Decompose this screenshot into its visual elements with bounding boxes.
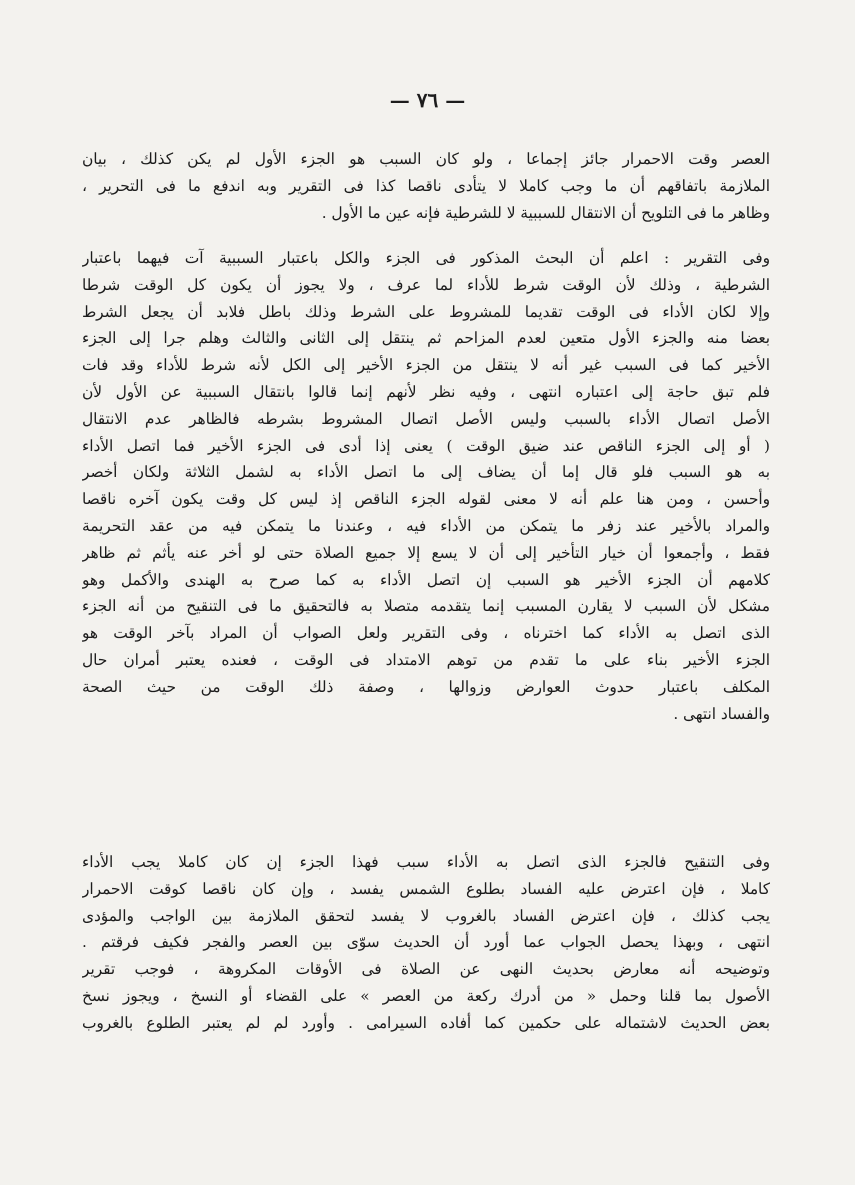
- paragraph-3: [82, 849, 770, 1037]
- text-line: مشكل لأن السبب لا يقارن المسبب إنما يتقدمه متصلا به فالتحقيق ما فى التنقيح من أنه الجزء: [82, 597, 770, 616]
- text-line: الجزء الأخير بناء على ما تقدم من توهم الامتداد فى الوقت ، فعنده يعتبر أمران حال: [82, 650, 770, 669]
- text-line: الملازمة باتفاقهم أن ما وجب كاملا لا يتأدى ناقصا كذا فى التقرير وبه اندفع ما فى التحرير ،: [82, 176, 770, 195]
- text-line: يجب كذلك ، فإن اعترض الفساد بالغروب لا يفسد لتحقق الملازمة بين الواجب والمؤدى: [82, 906, 770, 925]
- page-number: — ٧٦ —: [389, 88, 466, 112]
- text-line: وفى التنقيح فالجزء الذى اتصل به الأداء سبب فهذا الجزء إن كان كاملا يجب الأداء: [82, 853, 770, 871]
- text-line: والمراد بالأخير عند زفر ما يتمكن من الأداء فيه ، وعندنا ما يتمكن فيه من عقد التحريمة: [82, 516, 770, 535]
- text-line: الأصول بما قلنا وحمل « من أدرك ركعة من العصر » على القضاء أو النسخ ، ويجوز نسخ: [82, 986, 770, 1005]
- text-line: العصر وقت الاحمرار جائز إجماعا ، ولو كان السبب هو الجزء الأول لم يكن كذلك ، بيان: [82, 150, 770, 168]
- text-line: كاملا ، فإن اعترض عليه الفساد بطلوع الشمس يفسد ، وإن كان ناقصا كوقت الاحمرار: [82, 879, 770, 898]
- text-line: انتهى ، وبهذا يحصل الجواب عما أورد أن الحديث سوّى بين العصر والفجر فكيف فرقتم .: [82, 933, 770, 952]
- text-line: فلم تبق حاجة إلى اعتباره انتهى ، وفيه نظر لأنهم إنما قالوا بانتقال السببية عن الأول لأن: [82, 382, 770, 401]
- paragraph-2: [82, 245, 770, 727]
- text-line: ( أو إلى الجزء الناقص عند ضيق الوقت ) يعنى إذا أدى فى الجزء الأخير فما اتصل الأداء: [82, 436, 770, 455]
- text-line: به هو السبب فلو قال إما أن يضاف إلى ما اتصل الأداء به لشمل الثلاثة ولكان أخصر: [82, 463, 770, 482]
- text-line: فقط ، وأجمعوا أن خيار التأخير إلى أن لا يسع إلا جميع الصلاة حتى لو أخر عنه يأثم ثم ظاهر: [82, 543, 770, 562]
- text-line: وأحسن ، ومن هنا علم أنه لا معنى لقوله الجزء الناقص إذ ليس كل وقت يكون آخره ناقصا: [82, 490, 770, 509]
- text-line: المكلف باعتبار حدوث العوارض وزوالها ، وصفة ذلك الوقت من حيث الصحة: [82, 677, 770, 696]
- text-line: وظاهر ما فى التلويح أن الانتقال للسببية لا للشرطية فإنه عين ما الأول .: [321, 203, 770, 222]
- text-line: وفى التقرير : اعلم أن البحث المذكور فى الجزء والكل باعتبار السببية آت فيهما باعتبار: [82, 249, 770, 267]
- text-line: الشرطية ، وذلك لأن الوقت شرط للأداء لما عرف ، ولا يجوز أن يكون كل الوقت شرطا: [82, 275, 770, 294]
- text-line: وإلا لكان الأداء فى الوقت تقديما للمشروط على الشرط وذلك باطل فلابد أن يجعل الشرط: [82, 302, 770, 321]
- text-line: والفساد انتهى .: [673, 704, 770, 723]
- text-line: بعضا منه والجزء الأول متعين لعدم المزاحم ثم ينتقل إلى الثانى والثالث وهلم جرا إلى الجزء: [82, 329, 770, 348]
- text-line: كلامهم أن الجزء الأخير هو السبب إن اتصل الأداء به كما صرح به الهندى والأكمل وهو: [82, 570, 770, 589]
- paragraph-1: [82, 146, 770, 226]
- text-line: بعض الحديث لاشتماله على حكمين كما أفاده السيرامى . وأورد لم لم يعتبر الطلوع بالغروب: [82, 1013, 770, 1032]
- text-line: وتوضيحه أنه معارض بحديث النهى عن الصلاة فى الأوقات المكروهة ، فوجب تقرير: [82, 960, 770, 979]
- text-line: الذى اتصل به الأداء كما اخترناه ، وفى التقرير ولعل الصواب أن المراد بآخر الوقت هو: [82, 624, 770, 643]
- text-line: الأخير كما فى السبب غير أنه لا ينتقل من الجزء الأخير إلى الكل لأنه شرط للأداء وقد فات: [82, 356, 770, 375]
- text-line: الأصل اتصال الأداء بالسبب وليس الأصل اتصال المشروط بشرطه فالظاهر عدم الانتقال: [82, 409, 770, 428]
